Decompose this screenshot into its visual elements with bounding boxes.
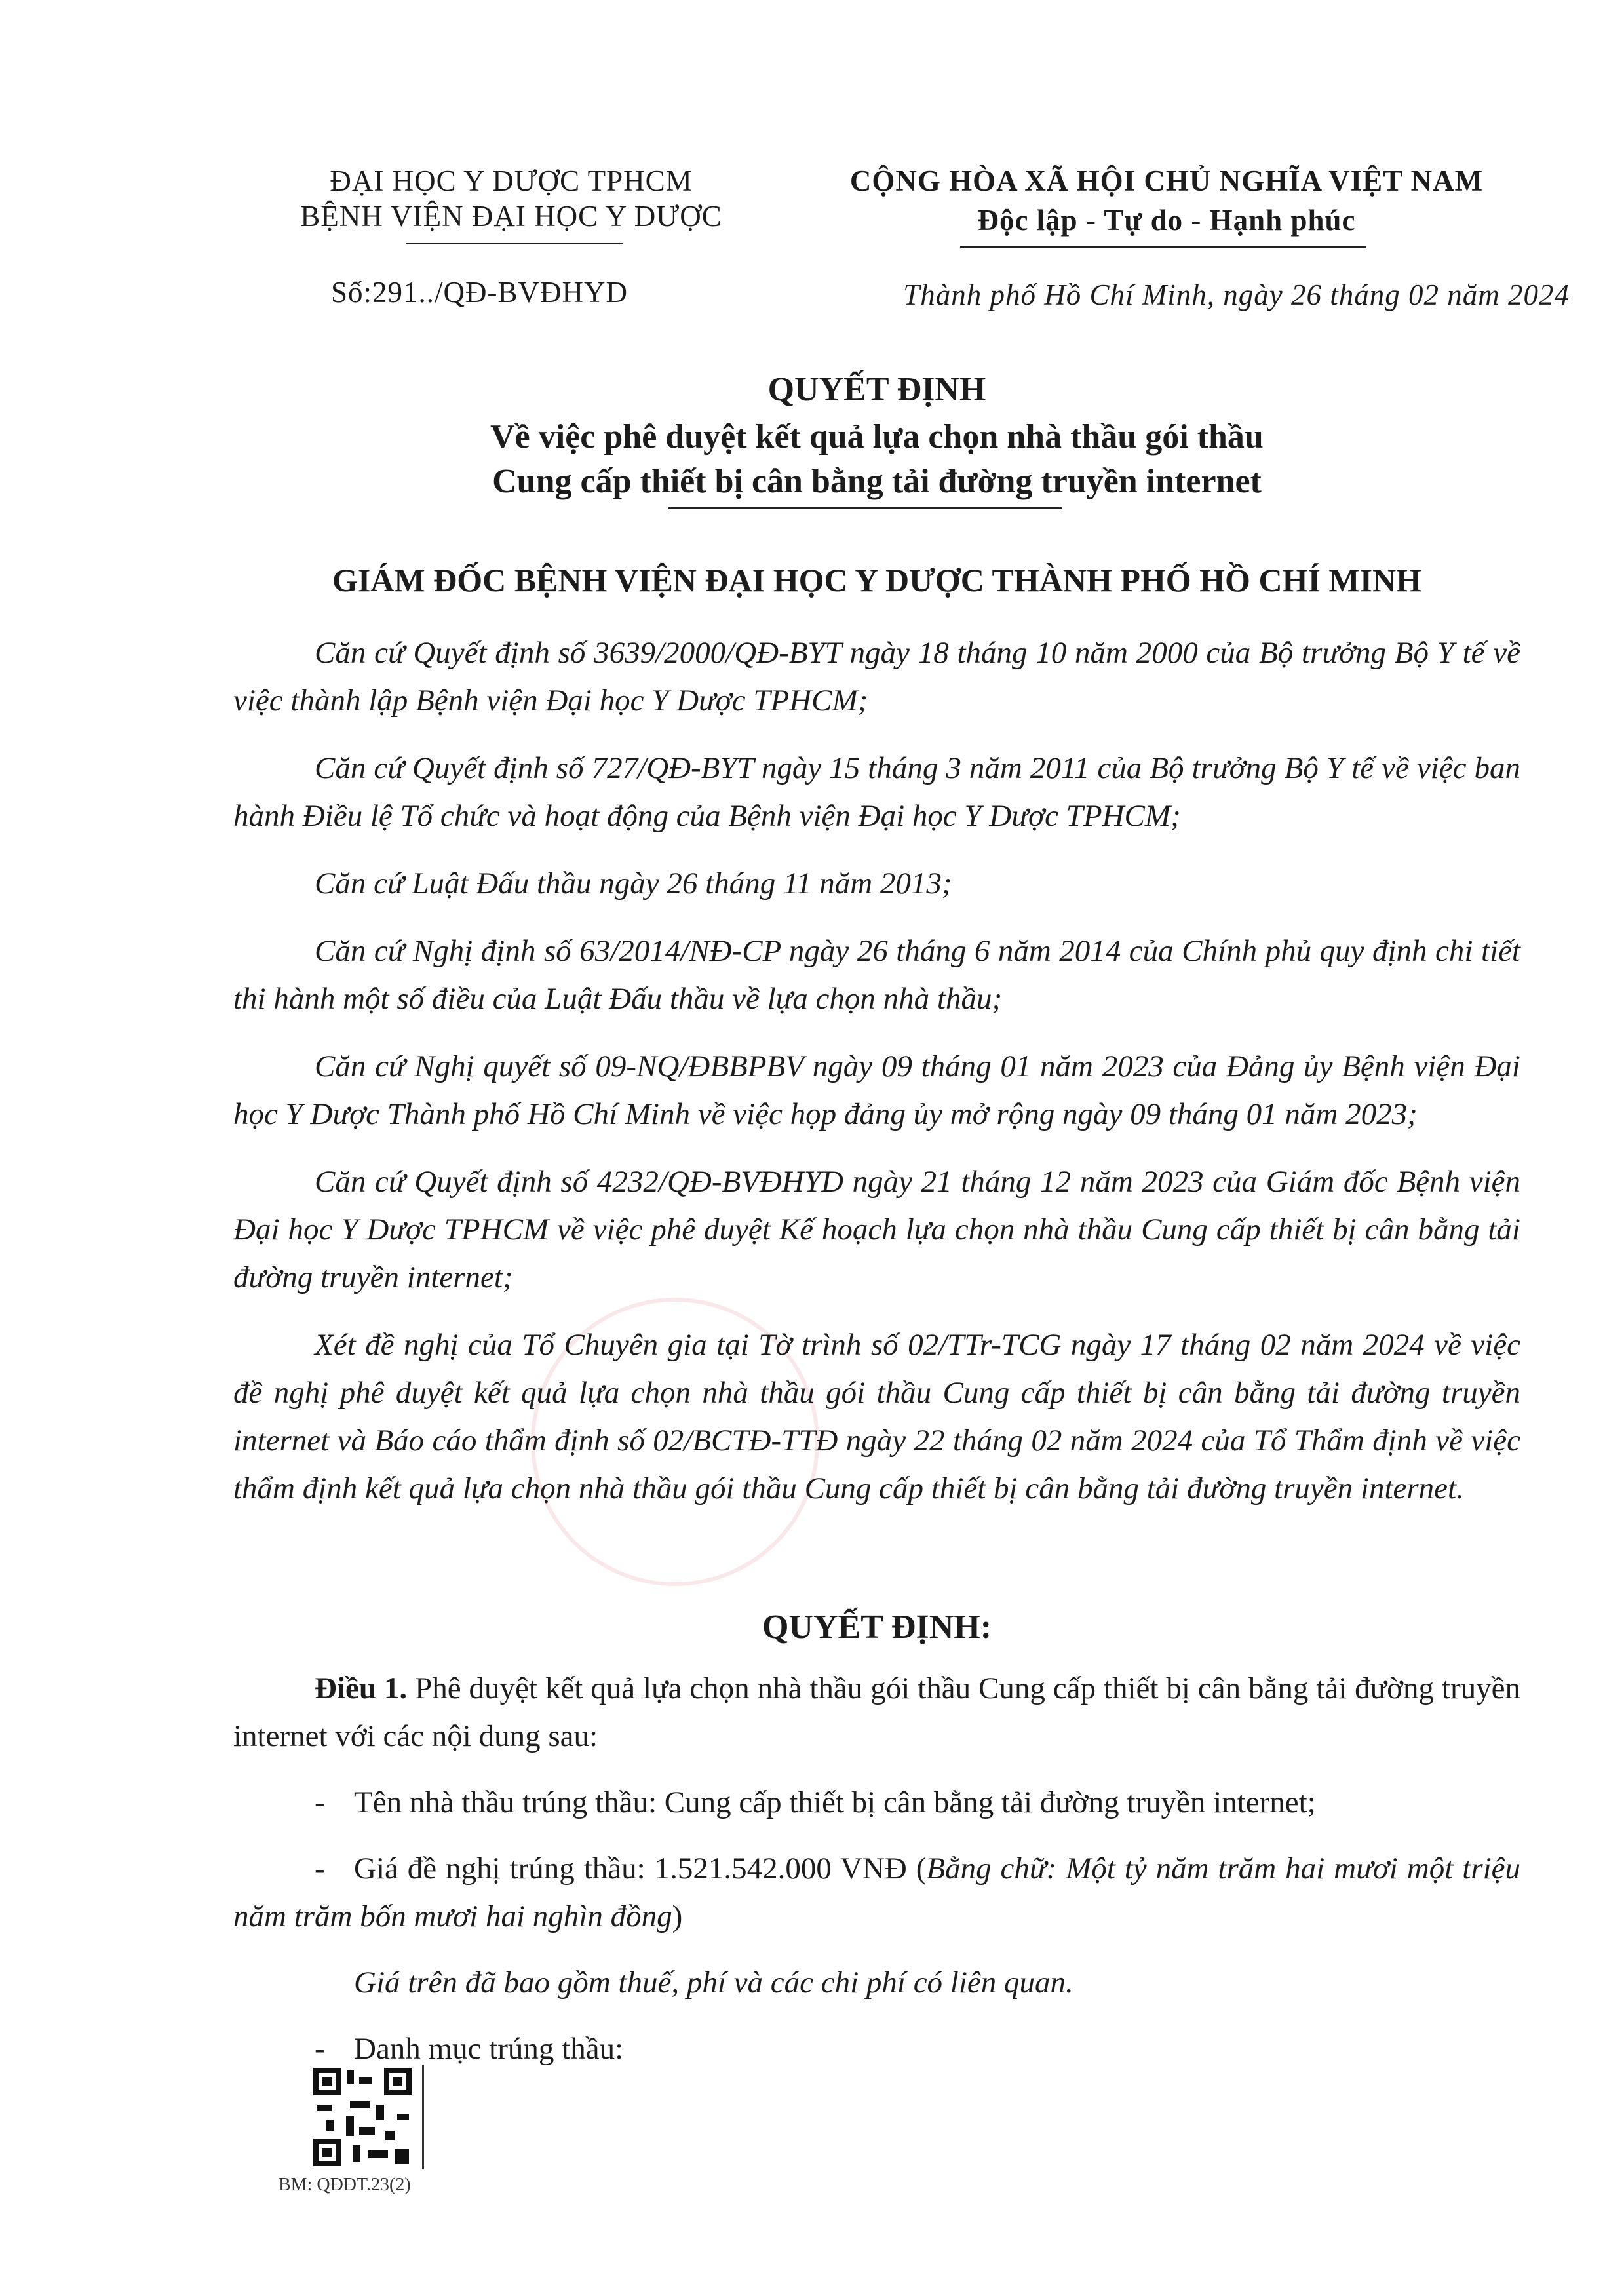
decision-title: QUYẾT ĐỊNH (767, 371, 986, 408)
basis-paragraph: Căn cứ Nghị định số 63/2014/NĐ-CP ngày 26 tháng 6 năm 2014 của Chính phủ quy định chi tiết thi hành một số điều của Luật Đấu thầu về lựa chọn nhà thầu; (233, 934, 1520, 1016)
org-parent: ĐẠI HỌC Y DƯỢC TPHCM (330, 165, 693, 197)
org-name: BỆNH VIỆN ĐẠI HỌC Y DƯỢC (300, 200, 722, 233)
article-1-text (233, 1665, 1520, 1760)
price-note: Giá trên đã bao gồm thuế, phí và các chi phí có liên quan. (354, 1966, 1073, 2000)
document-number: Số:291../QĐ-BVĐHYD (331, 276, 628, 309)
list-item-price: - Giá đề nghị trúng thầu: 1.521.542.000 VNĐ (Bằng chữ: Một tỷ năm trăm hai mươi một triệu năm trăm bốn mươi hai nghìn đồng) (233, 1852, 1520, 1933)
issuing-authority: GIÁM ĐỐC BỆNH VIỆN ĐẠI HỌC Y DƯỢC THÀNH PHỐ HỒ CHÍ MINH (332, 562, 1422, 598)
basis-paragraph: Xét đề nghị của Tổ Chuyên gia tại Tờ trình số 02/TTr-TCG ngày 17 tháng 02 năm 2024 về việc đề nghị phê duyệt kết quả lựa chọn nhà thầu gói thầu Cung cấp thiết bị cân bằng tải đường truyền internet và Báo cáo thẩm định số 02/BCTĐ-TTĐ ngày 22 tháng 02 năm 2024 của Tổ Thẩm định về việc thẩm định kết quả lựa chọn nhà thầu gói thầu Cung cấp thiết bị cân bằng tải đường truyền internet. (233, 1328, 1520, 1505)
national-title: CỘNG HÒA XÃ HỘI CHỦ NGHĨA VIỆT NAM (849, 165, 1484, 197)
list-item-winner: - Tên nhà thầu trúng thầu: Cung cấp thiết bị cân bằng tải đường truyền internet; (315, 1785, 1316, 1819)
qr-code-icon (313, 2068, 412, 2166)
price-in-words: Bằng chữ: Một tỷ năm trăm hai mươi một triệu năm trăm bốn mươi hai nghìn đồng (233, 1852, 1520, 1933)
price-close: ) (672, 1899, 683, 1933)
motto-underline (960, 246, 1366, 248)
form-code: BM: QĐĐT.23(2) (279, 2175, 411, 2195)
article-body: Phê duyệt kết quả lựa chọn nhà thầu gói thầu Cung cấp thiết bị cân bằng tải đường truyền internet với các nội dung sau: (233, 1671, 1520, 1753)
article-1 (233, 1665, 1520, 2091)
price-text: Giá đề nghị trúng thầu: 1.521.542.000 VNĐ ( (354, 1852, 927, 1886)
basis-paragraph: Căn cứ Nghị quyết số 09-NQ/ĐBBPBV ngày 09 tháng 01 năm 2023 của Đảng ủy Bệnh viện Đại học Y Dược Thành phố Hồ Chí Minh về việc họp đảng ủy mở rộng ngày 09 tháng 01 năm 2023; (233, 1049, 1520, 1131)
title-underline (668, 507, 1062, 509)
decision-subject-2: Cung cấp thiết bị cân bằng tải đường truyền internet (492, 463, 1262, 500)
decision-subject-1: Về việc phê duyệt kết quả lựa chọn nhà thầu gói thầu (490, 418, 1264, 456)
basis-paragraph: Căn cứ Quyết định số 3639/2000/QĐ-BYT ngày 18 tháng 10 năm 2000 của Bộ trưởng Bộ Y tế về việc thành lập Bệnh viện Đại học Y Dược TPHCM; (233, 636, 1520, 718)
decision-heading: QUYẾT ĐỊNH: (762, 1608, 992, 1646)
org-underline (406, 243, 623, 244)
national-motto: Độc lập - Tự do - Hạnh phúc (977, 204, 1356, 237)
article-label: Điều 1. (315, 1671, 408, 1705)
list-item-award-list: - Danh mục trúng thầu: (315, 2032, 624, 2066)
award-list-heading: Danh mục trúng thầu: (354, 2032, 624, 2066)
legal-bases (233, 629, 1520, 1532)
basis-paragraph: Căn cứ Luật Đấu thầu ngày 26 tháng 11 năm 2013; (315, 866, 952, 901)
winner-text: Tên nhà thầu trúng thầu: Cung cấp thiết bị cân bằng tải đường truyền internet; (354, 1785, 1316, 1819)
place-date: Thành phố Hồ Chí Minh, ngày 26 tháng 02 năm 2024 (903, 279, 1570, 311)
qr-separator (422, 2065, 424, 2169)
basis-paragraph: Căn cứ Quyết định số 4232/QĐ-BVĐHYD ngày 21 tháng 12 năm 2023 của Giám đốc Bệnh viện Đại học Y Dược TPHCM về việc phê duyệt Kế hoạch lựa chọn nhà thầu Cung cấp thiết bị cân bằng tải đường truyền internet; (233, 1165, 1520, 1294)
basis-paragraph: Căn cứ Quyết định số 727/QĐ-BYT ngày 15 tháng 3 năm 2011 của Bộ trưởng Bộ Y tế về việc ban hành Điều lệ Tổ chức và hoạt động của Bệnh viện Đại học Y Dược TPHCM; (233, 751, 1520, 833)
